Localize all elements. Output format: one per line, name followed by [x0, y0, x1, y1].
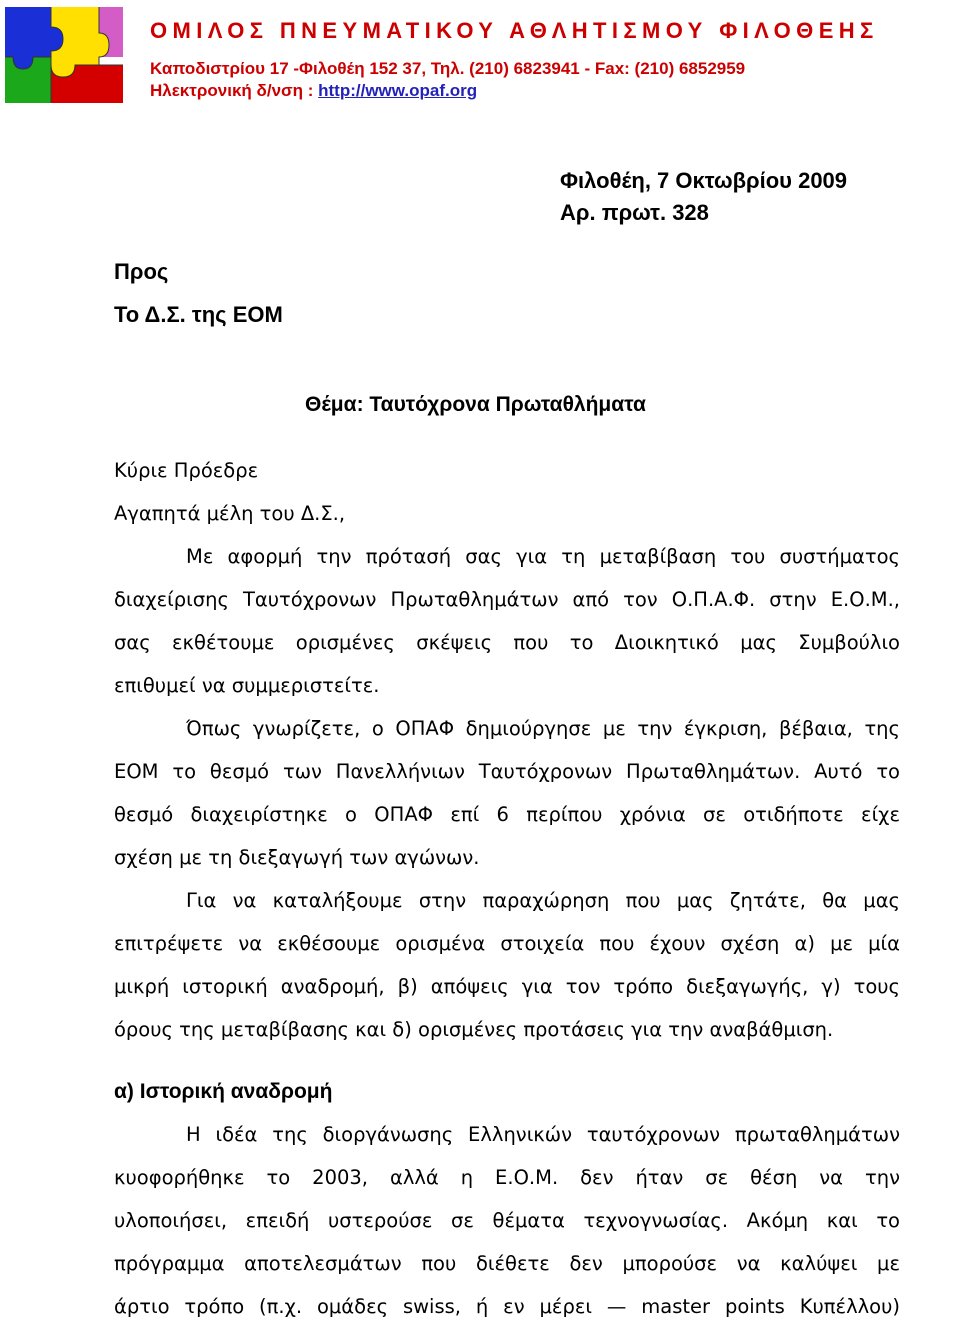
body-line: διαχείρισης Ταυτόχρονων Πρωταθλημάτων από τον Ο.Π.Α.Φ. στην Ε.Ο.Μ., [114, 588, 900, 611]
date-block [560, 165, 847, 229]
body-line: σχέση με τη διεξαγωγή των αγώνων. [114, 846, 480, 869]
body-line: πρόγραμμα αποτελεσμάτων που διέθετε δεν μπορούσε να καλύψει με [114, 1252, 900, 1275]
recipient-block [114, 250, 283, 336]
subject-line: Θέμα: Ταυτόχρονα Πρωταθλήματα [305, 393, 646, 416]
email-label: Ηλεκτρονική δ/νση : [150, 81, 319, 100]
body-line: Η ιδέα της διοργάνωσης Ελληνικών ταυτόχρονων πρωταθλημάτων [186, 1123, 900, 1146]
body-line: μικρή ιστορική αναδρομή, β) απόψεις για τον τρόπο διεξαγωγής, γ) τους [114, 975, 900, 998]
letter-body [114, 449, 900, 1328]
body-line: επιθυμεί να συμμεριστείτε. [114, 674, 380, 697]
body-line: ΕΟΜ το θεσμό των Πανελλήνιων Ταυτόχρονων Πρωταθλημάτων. Αυτό το [114, 760, 900, 783]
body-line: Για να καταλήξουμε στην παραχώρηση που μας ζητάτε, θα μας [186, 889, 900, 912]
body-line: Με αφορμή την πρότασή σας για τη μεταβίβαση του συστήματος [186, 545, 900, 568]
letter-date: Φιλοθέη, 7 Οκτωβρίου 2009 [560, 168, 848, 193]
recipient-name: Το Δ.Σ. της ΕΟΜ [114, 302, 283, 327]
body-line: θεσμό διαχειρίστηκε ο ΟΠΑΦ επί 6 περίπου χρόνια σε οτιδήποτε είχε [114, 803, 900, 826]
section-heading: α) Ιστορική αναδρομή [114, 1080, 333, 1103]
address-line: Καποδιστρίου 17 -Φιλοθέη 152 37, Τηλ. (210) 6823941 - Fax: (210) 6852959 [150, 59, 746, 78]
protocol-number: Αρ. πρωτ. 328 [560, 200, 709, 225]
body-line: κυοφορήθηκε το 2003, αλλά η Ε.Ο.Μ. δεν ήταν σε θέση να την [114, 1166, 900, 1189]
puzzle-logo-icon [5, 7, 123, 103]
body-line: Όπως γνωρίζετε, ο ΟΠΑΦ δημιούργησε με την έγκριση, βέβαια, της [186, 717, 900, 740]
recipient-label: Προς [114, 259, 169, 284]
website-link[interactable]: http://www.opaf.org [318, 81, 478, 100]
body-line: άρτιο τρόπο (π.χ. ομάδες swiss, ή εν μέρει — master points Κυπέλλου) [114, 1295, 900, 1318]
salutation-line: Κύριε Πρόεδρε [114, 459, 259, 482]
body-line: όρους της μεταβίβασης και δ) ορισμένες προτάσεις για την αναβάθμιση. [114, 1018, 834, 1041]
organization-name: ΟΜΙΛΟΣ ΠΝΕΥΜΑΤΙΚΟΥ ΑΘΛΗΤΙΣΜΟΥ ΦΙΛΟΘΕΗΣ [150, 18, 879, 43]
email-line [150, 81, 477, 101]
body-line: σας εκθέτουμε ορισμένες σκέψεις που το Διοικητικό μας Συμβούλιο [114, 631, 900, 654]
body-line: υλοποιήσει, επειδή υστερούσε σε θέματα τεχνογνωσίας. Ακόμη και το [114, 1209, 900, 1232]
body-line: επιτρέψετε να εκθέσουμε ορισμένα στοιχεία που έχουν σχέση α) με μία [114, 932, 900, 955]
salutation-line: Αγαπητά μέλη του Δ.Σ., [114, 502, 346, 525]
